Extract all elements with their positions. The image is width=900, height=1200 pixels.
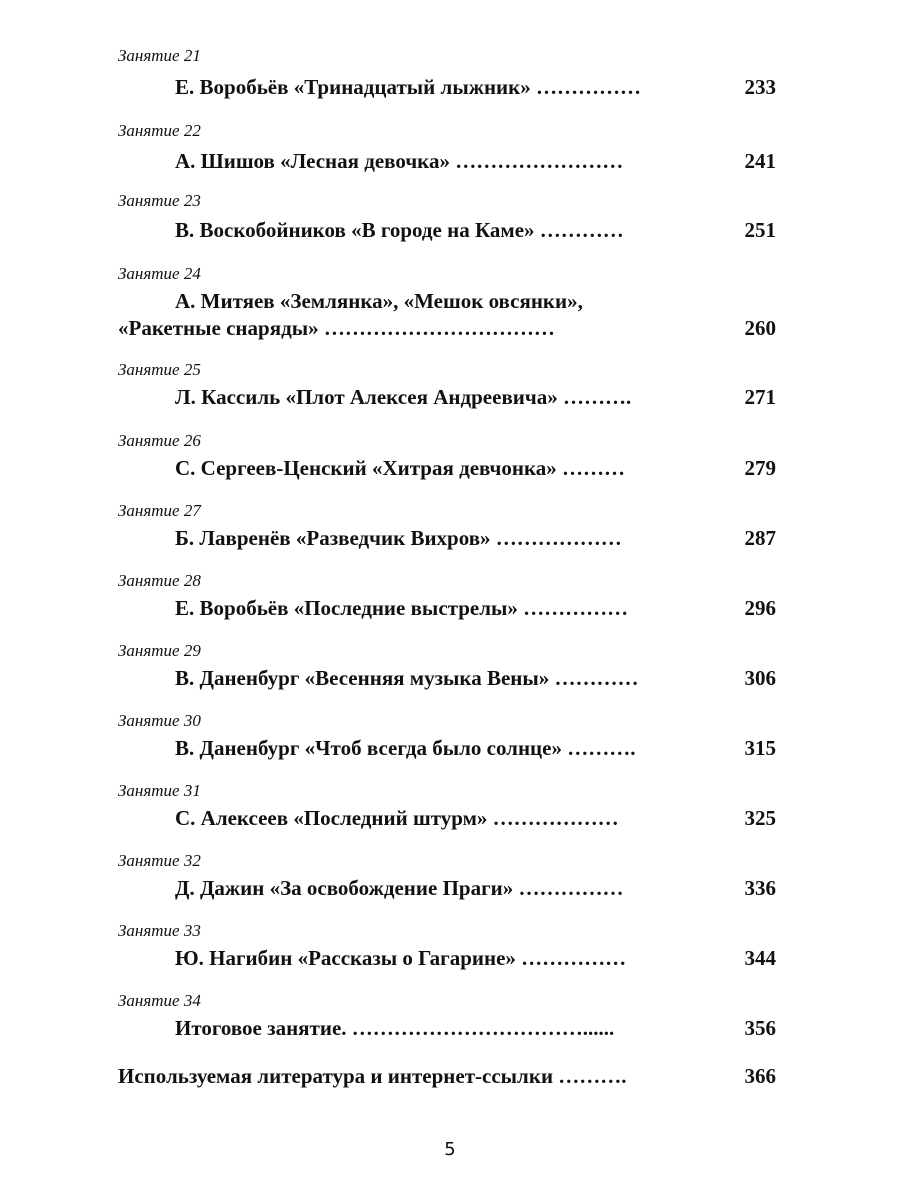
lesson-label: Занятие 27	[118, 501, 201, 520]
page-number: 356	[744, 1016, 776, 1040]
page-number: 271	[744, 385, 776, 409]
entry-title: С. Алексеев «Последний штурм» ………………	[175, 806, 619, 830]
entry-title: Итоговое занятие. ……………………………......	[175, 1016, 615, 1040]
entry-title: В. Воскобойников «В городе на Каме» …………	[175, 218, 624, 242]
page-number: 287	[744, 526, 776, 550]
lesson-label: Занятие 29	[118, 641, 201, 660]
lesson-label: Занятие 23	[118, 191, 201, 210]
page-number: 296	[744, 596, 776, 620]
page-number: 366	[744, 1064, 776, 1088]
lesson-label: Занятие 24	[118, 264, 201, 283]
page-number: 306	[744, 666, 776, 690]
page-number: 251	[744, 218, 776, 242]
lesson-label: Занятие 25	[118, 360, 201, 379]
page-number: 336	[744, 876, 776, 900]
entry-title: Л. Кассиль «Плот Алексея Андреевича» ……….	[175, 385, 632, 409]
lesson-label: Занятие 21	[118, 46, 201, 65]
page-footer-number: 5	[444, 1139, 456, 1160]
page-number: 233	[744, 75, 776, 99]
page-number: 279	[744, 456, 776, 480]
entry-title: В. Даненбург «Чтоб всегда было солнце» ……….	[175, 736, 636, 760]
entry-title: Е. Воробьёв «Тринадцатый лыжник» ……………	[175, 75, 641, 99]
lesson-label: Занятие 32	[118, 851, 201, 870]
lesson-label: Занятие 22	[118, 121, 201, 140]
entry-title: В. Даненбург «Весенняя музыка Вены» …………	[175, 666, 639, 690]
lesson-label: Занятие 31	[118, 781, 201, 800]
page-number: 325	[744, 806, 776, 830]
entry-title: Ю. Нагибин «Рассказы о Гагарине» ……………	[175, 946, 627, 970]
entry-title: Д. Дажин «За освобождение Праги» ……………	[175, 876, 624, 900]
entry-title: С. Сергеев-Ценский «Хитрая девчонка» ………	[175, 456, 626, 480]
lesson-label: Занятие 26	[118, 431, 201, 450]
lesson-label: Занятие 28	[118, 571, 201, 590]
lesson-label: Занятие 34	[118, 991, 201, 1010]
references-title: Используемая литература и интернет-ссылки ……….	[118, 1064, 627, 1088]
entry-title-line-2: «Ракетные снаряды» ……………………………	[118, 316, 555, 340]
page-number: 260	[744, 316, 776, 340]
lesson-label: Занятие 33	[118, 921, 201, 940]
entry-title: Е. Воробьёв «Последние выстрелы» ……………	[175, 596, 629, 620]
lesson-label: Занятие 30	[118, 711, 201, 730]
page-number: 315	[744, 736, 776, 760]
entry-title: Б. Лавренёв «Разведчик Вихров» ………………	[175, 526, 622, 550]
entry-title: А. Шишов «Лесная девочка» ……………………	[175, 149, 624, 173]
page-number: 241	[744, 149, 776, 173]
entry-title-line-1: А. Митяев «Землянка», «Мешок овсянки»,	[175, 289, 583, 313]
page-number: 344	[744, 946, 776, 970]
